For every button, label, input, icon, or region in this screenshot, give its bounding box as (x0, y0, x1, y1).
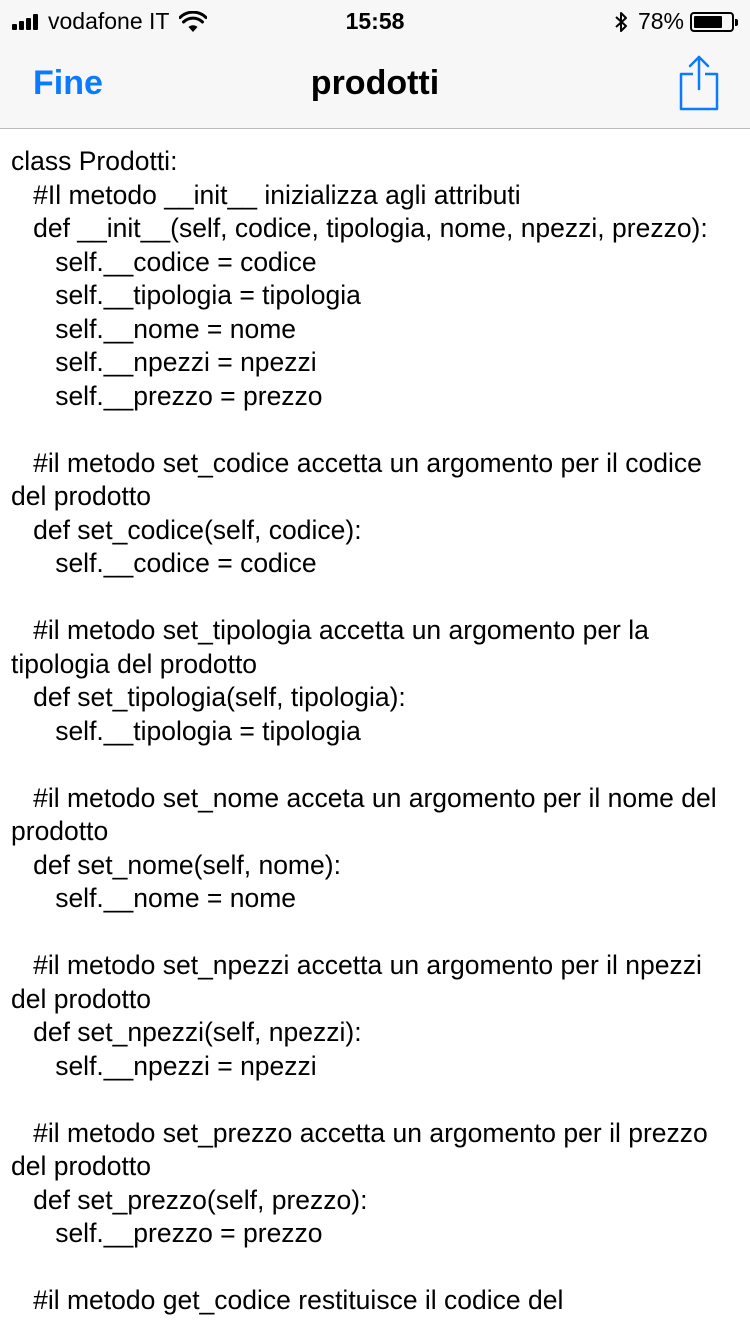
status-time: 15:58 (345, 8, 405, 34)
carrier-name: vodafone IT (48, 8, 170, 34)
done-button[interactable]: Fine (33, 64, 103, 102)
battery-percent: 78% (637, 8, 684, 34)
battery-icon (690, 12, 734, 32)
battery-fill (694, 16, 722, 28)
share-icon[interactable] (678, 54, 720, 112)
document-text: class Prodotti: #Il metodo __init__ inizializza agli attributi def __init__(self, codice, tipologia, nome, npezzi, prezzo): self.__codice = codice self.__tipologia = tipologia self.__nome = nome self.__npezzi = npezzi self.__prezzo = prezzo #il metodo set_codice accetta un argomento per il codice del prodotto def set_codice(self, codice): self.__codice = codice #il metodo set_tipologia accetta un argomento per la tipologia del prodotto def set_tipologia(self, tipologia): self.__tipologia = tipologia #il metodo set_nome acceta un argomento per il nome del prodotto def set_nome(self, nome): self.__nome = nome #il metodo set_npezzi accetta un argomento per il npezzi del prodotto def set_npezzi(self, npezzi): self.__npezzi = npezzi #il metodo set_prezzo accetta un argomento per il prezzo del prodotto def set_prezzo(self, prezzo): self.__prezzo = prezzo #il metodo get_codice restituisce il codice del (11, 146, 717, 1315)
document-view[interactable] (0, 129, 750, 1334)
status-bar (0, 0, 750, 40)
page-title: prodotti (310, 64, 440, 102)
navigation-bar (0, 40, 750, 129)
bluetooth-icon (614, 11, 628, 33)
status-right (614, 8, 734, 35)
